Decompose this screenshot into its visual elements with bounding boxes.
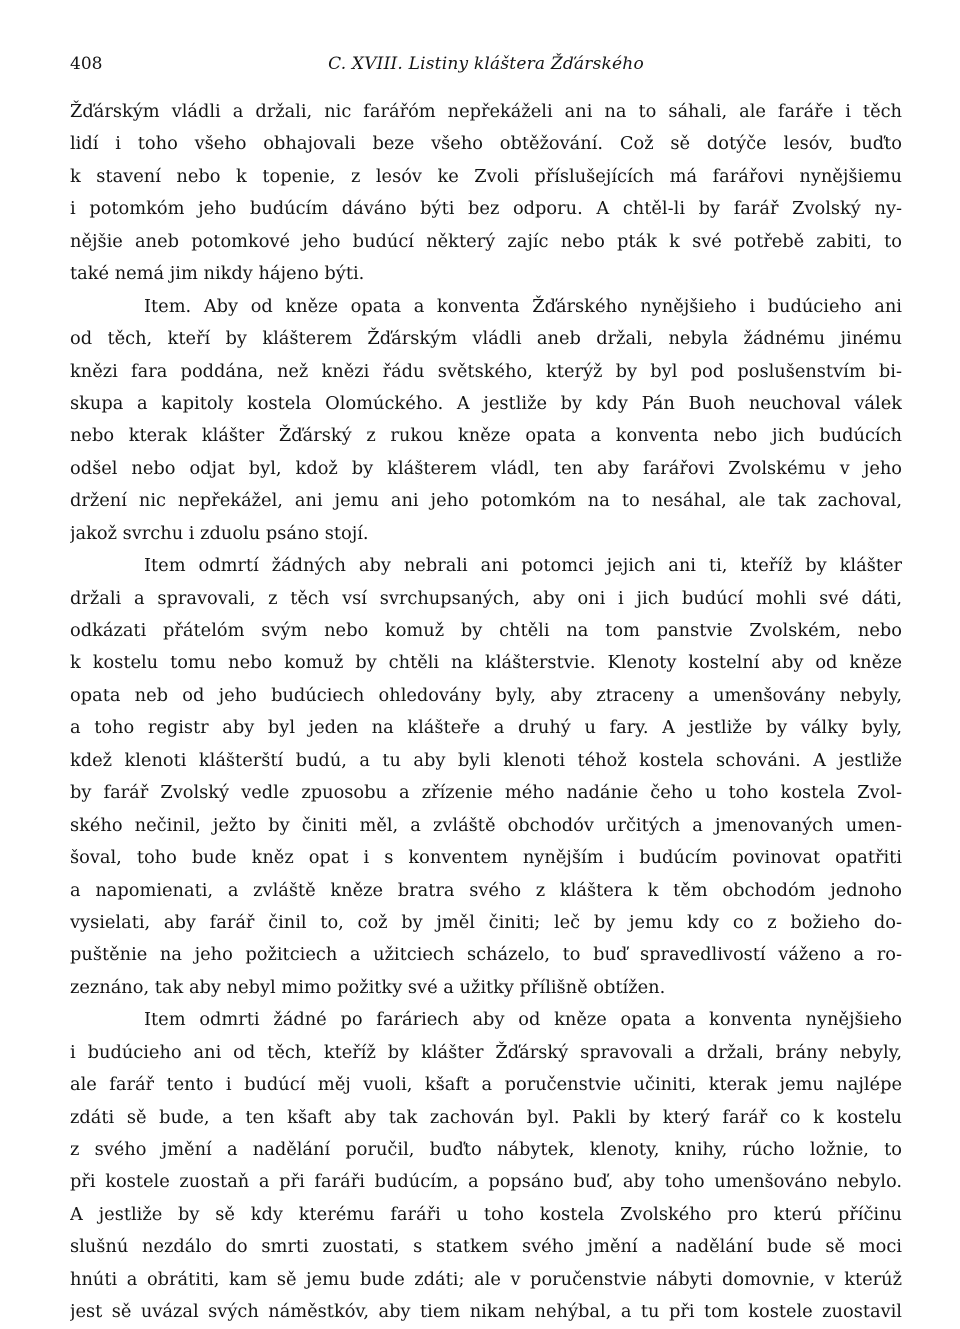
page-header bbox=[70, 50, 902, 86]
text-line: lidí i toho všeho obhajovali beze všeho obtěžování. Což sě dotýče lesóv, buďto bbox=[70, 133, 902, 155]
text-line: i potomkóm jeho budúcím dáváno býti bez odporu. A chtěl-li by farář Zvolský ny- bbox=[70, 198, 902, 220]
text-line: Item. Aby od kněze opata a konventa Žďárského nynějšieho i budúcieho ani bbox=[144, 295, 902, 317]
text-line: Žďárským vládli a držali, nic farářóm nepřekáželi ani na to sáhali, ale faráře i těch bbox=[70, 101, 902, 122]
text-line: knězi fara poddána, než knězi řádu světského, kterýž by byl pod poslušenstvím bi- bbox=[70, 360, 902, 382]
text-line: také nemá jim nikdy hájeno býti. bbox=[70, 263, 365, 285]
text-line: ského nečinil, ježto by činiti měl, a zvláště obchodóv určitých a jmenovaných umen- bbox=[70, 814, 902, 836]
text-line: držení nic nepřekážel, ani jemu ani jeho potomkóm na to nesáhal, ale tak zachoval, bbox=[70, 490, 902, 512]
body-text bbox=[70, 96, 902, 1329]
running-title: C. XVIII. Listiny kláštera Žďárského bbox=[328, 54, 644, 74]
text-line: šoval, toho bude kněz opat i s konventem nynějším i budúcím povinovat opatřiti bbox=[70, 847, 902, 869]
text-line: Item odmrti žádné po faráriech aby od kněze opata a konventa nynějšieho bbox=[144, 1009, 902, 1031]
text-line: jest sě uvázal svých náměstkóv, aby tiem nikam nehýbal, a tu při tom kostele zuostavil bbox=[70, 1301, 902, 1323]
text-line: Item odmrtí žádných aby nebrali ani potomci jejich ani ti, kteříž by klášter bbox=[144, 555, 902, 577]
text-line: i budúcieho ani od těch, kteříž by klášter Žďárský spravovali a držali, brány nebyly, bbox=[70, 1041, 902, 1063]
text-line: skupa a kapitoly kostela Olomúckého. A jestliže by kdy Pán Buoh neuchoval válek bbox=[70, 392, 902, 414]
text-line: a napomienati, a zvláště kněze bratra svého z kláštera k těm obchodóm jednoho bbox=[70, 879, 902, 901]
text-line: k stavení nebo k topenie, z lesóv ke Zvoli příslušejících má farářovi nynějšiemu bbox=[70, 165, 902, 187]
text-line: hnúti a obrátiti, kam sě jemu bude zdáti; ale v poručenstvie nábyti domovnie, v kterúž bbox=[70, 1268, 902, 1290]
text-line: by farář Zvolský vedle zpuosobu a zřízenie mého nadánie čeho u toho kostela Zvol- bbox=[70, 782, 902, 804]
text-line: slušnú nezdálo do smrti zuostati, s statkem svého jmění a nadělání bude sě moci bbox=[70, 1236, 902, 1258]
text-line: kdež klenoti klášterští budú, a tu aby byli klenoti téhož kostela schováni. A jestliže bbox=[70, 749, 902, 771]
text-line: opata neb od jeho budúciech ohledovány byly, aby ztraceny a umenšovány nebyly, bbox=[70, 684, 902, 706]
text-line: držali a spravovali, z těch vsí svrchupsaných, aby oni i jich budúcí mohli své dáti, bbox=[70, 587, 902, 609]
text-line: od těch, kteří by klášterem Žďárským vládli aneb držali, nebyla žádnému jinému bbox=[70, 328, 902, 350]
text-line: k kostelu tomu nebo komuž by chtěli na klášterstvie. Klenoty kostelní aby od kněze bbox=[70, 652, 902, 674]
text-line: odšel nebo odjat byl, kdož by klášterem vládl, ten aby farářovi Zvolskému v jeho bbox=[70, 457, 902, 479]
text-line: puštěnie na jeho požitciech a užitciech scházelo, to buď spravedlivostí váženo a ro- bbox=[70, 944, 902, 966]
text-line: zdáti sě bude, a ten kšaft aby tak zachován byl. Pakli by který farář co k kostelu bbox=[70, 1106, 902, 1128]
text-line: nějšie aneb potomkové jeho budúcí některý zajíc nebo pták k své potřebě zabiti, to bbox=[70, 230, 902, 252]
text-line: ale farář tento i budúcí měj vuoli, kšaft a poručenstvie učiniti, kterak jemu najlépe bbox=[70, 1074, 902, 1096]
text-line: vysielati, aby farář činil to, což by jměl činiti; leč by jemu kdy co z božieho do- bbox=[70, 911, 902, 933]
text-line: odkázati přátelóm svým nebo komuž by chtěli na tom panstvie Zvolském, nebo bbox=[70, 620, 902, 641]
text-line: při kostele zuostaň a při faráři budúcím, a popsáno buď, aby toho umenšováno nebylo. bbox=[70, 1171, 902, 1193]
text-line: nebo kterak klášter Žďárský z rukou kněze opata a konventa nebo jich budúcích bbox=[70, 425, 902, 447]
text-line: a toho registr aby byl jeden na klášteře a druhý u fary. A jestliže by války byly, bbox=[70, 717, 902, 739]
page-number: 408 bbox=[70, 54, 103, 74]
text-line: z svého jmění a nadělání poručil, buďto nábytek, klenoty, knihy, rúcho ložnie, to bbox=[70, 1139, 902, 1160]
text-line: zeznáno, tak aby nebyl mimo požitky své a užitky přílišně obtížen. bbox=[70, 976, 666, 998]
text-line: jakož svrchu i zduolu psáno stojí. bbox=[70, 522, 369, 544]
text-line: A jestliže by sě kdy kterému faráři u toho kostela Zvolského pro kterú příčinu bbox=[70, 1203, 902, 1225]
